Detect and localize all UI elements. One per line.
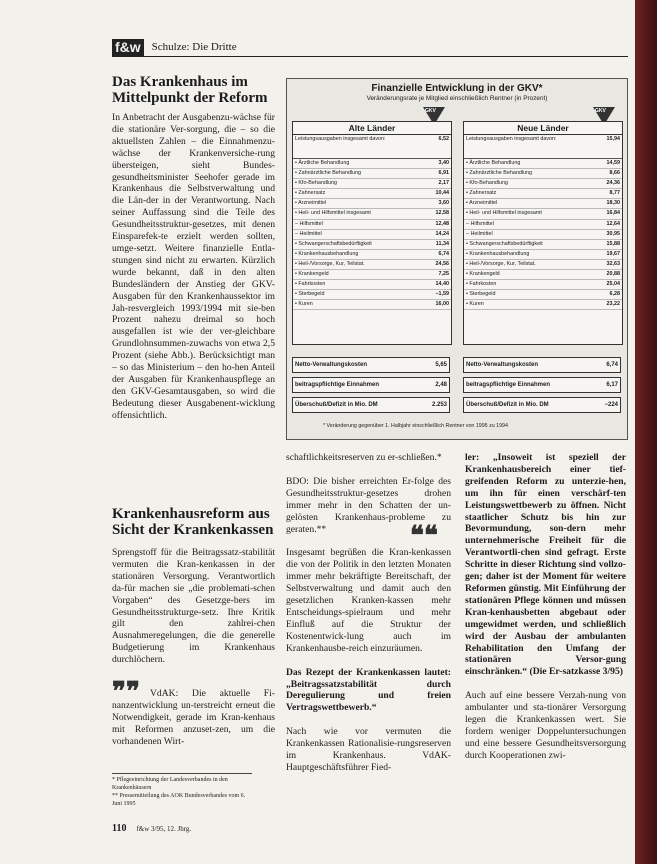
- table-row: • Arzneimittel 3,60: [293, 199, 451, 209]
- heading-2: Krankenhausreform aus Sicht der Krankenkassen: [112, 506, 274, 538]
- finance-table-chart: [286, 78, 628, 440]
- summary-row: Überschuß/Defizit in Mio. DM 2.253: [292, 397, 450, 413]
- table-row: • Schwangerschaftsbedürftigkeit 15,88: [464, 240, 622, 250]
- table-row: • Heil- und Hilfsmittel insgesamt 12,58: [293, 209, 451, 219]
- chart-subtitle: Veränderungsrate je Mitglied einschließlich Rentner (in Prozent): [366, 95, 548, 102]
- table-row: • Krankengeld 7,25: [293, 270, 451, 280]
- page-header: [112, 36, 628, 57]
- summary-row: beitragspflichtige Einnahmen 2,48: [292, 377, 450, 393]
- quote-icon-left: ❞❞: [112, 676, 140, 706]
- alte-laender-heading: Alte Länder: [293, 122, 451, 135]
- table-row: • Heil- und Hilfsmittel insgesamt 16,84: [464, 209, 622, 219]
- mid-text: schaftlichkeitsreserven zu er-schließen.* BDO: Die bisher erreichten Er-folge des Gesundheitsstruktur-gesetzes drohen immer mehr in den Schatten der un-gelösten Krankenhaus-probleme zu geraten.** Insgesamt begrüßen die Kran-kenkassen die von der Politik in den letzten Monaten immer mehr bekräftigte Bereitschaft, der Selbstverwaltung und damit auch den gesetzlichen Kranken-kassen mehr Entscheidungs-spielraum und mehr Einfluß auf die Struktur der Kostenentwick-lung auch im Krankenhausbe-reich einzuräumen. Das Rezept der Krankenkassen lautet: „Beitragssatzstabilität durch Deregulierung und freien Vertragswettbewerb.“ Nach wie vor vermuten die Krankenkassen Rationalisie-rungsreserven im Krankenhaus. VdAK-Hauptgeschäftsführer Fied-: [286, 452, 451, 773]
- gkv-arrow-icon: GKV: [593, 107, 615, 125]
- book-binding: [635, 0, 657, 864]
- table-row: • Zahnersatz 8,77: [464, 189, 622, 199]
- table-row: • Kfo-Behandlung 24,36: [464, 179, 622, 189]
- table-row: • Zahnärztliche Behandlung 6,91: [293, 169, 451, 179]
- table-row: – Heilmittel 30,95: [464, 230, 622, 240]
- table-row: • Fahrkosten 14,40: [293, 280, 451, 290]
- right-text: ler: „Insoweit ist speziell der Krankenhausbereich einer tief-greifenden Reform zu unterzie-hen, um ihn für einen verschärf-ten Leistungswettbewerb zu öffnen. Nicht staatlicher Schutz bis hin zur Bevormundung, son-dern mehr unternehmerische Freiheit für die Verantwortli-chen sind gefragt. Erste Schritte in dieser Richtung sind vollzo-gen; daher ist der Moment für weitere Reformen günstig. Mit Einführung der stationären Pflege können und müssen Kran-kenhausbetten abgebaut oder umgewidmet werden, und schließlich wird der Ausbau der ambulanten Rehabilitation den Umfang der stationären Versor-gung einschränken.“ (Die Er-satzkasse 3/95) Auch auf eine bessere Verzah-nung von ambulanter und sta-tionärer Versorgung legen die Krankenkassen wert. Sie fordern weniger Doppeluntersuchungen und eine bessere Gesundheitsversorgung durch Kooperationen zwi-: [465, 452, 626, 761]
- left-text-1: In Anbetracht der Ausgabenzu-wächse für die stationäre Ver-sorgung, die – so die aktuellsten Zahlen – die Einnahmenzu-wächse der Krankenversiche-rung übersteigen, sieht Bundes-gesundheitsminister Seehofer gerade im Krankenhaus die Selbstverwaltung und die Län-der in der Verantwortung. Nach seiner Auffassung sind die Teile des Gesundheitsstruktur-gesetzes, mit denen Einsparefek-te erzielt werden sollten, umge-setzt. Weitere finanzielle Entla-stungen sind nicht zu erwarten. Kürzlich wurde bekannt, daß in den alten Bundesländern der Anstieg der GKV-Ausgaben für den Krankenhaussektor im Jah-resvergleich 1993/1994 mit sie-ben Prozent nahezu dreimal so hoch ausgefallen ist wie der ver-gleichbare Grundlohnsummen-zuwachs von etwa 2,5 Prozent (siehe Abb.). Berücksichtigt man – so das Ministerium – den ho-hen Anteil der Ausgaben für Krankenhauspflege an den GKV-Gesamtausgaben, so wird die Bedeutung dieser Ausgabenent-wicklung offensichtlich.: [112, 112, 275, 421]
- table-row: • Arzneimittel 18,30: [464, 199, 622, 209]
- table-row: • Krankenhausbehandlung 19,67: [464, 250, 622, 260]
- issue-label: f&w 3/95, 12. Jhrg.: [136, 825, 192, 833]
- left-text-3: VdAK: Die aktuelle Fi-nanzentwicklung un-terstreicht erneut die Notwendigkeit, gerade im Kran-kenhaus mit Reformen anzuset-zen, um die vorhandenen Wirt-: [112, 688, 275, 747]
- table-row: • Kuren 23,22: [464, 300, 622, 310]
- left-text-2: Sprengstoff für die Beitragssatz-stabilität vermuten die Kran-kenkassen in der stationären Versorgung. Verantwortlich da-für machen sie „die problemati-schen Vorgaben“ des Gesetzge-bers im Gesundheitsstrukturge-setz. Ihre Kritik gilt den zahlrei-chen Ausnahmeregelungen, die die generelle Budgetierung im Krankenhaus durchlöchern.: [112, 547, 275, 666]
- neue-laender-heading: Neue Länder: [464, 122, 622, 135]
- summary-row: Netto-Verwaltungskosten 6,74: [463, 357, 621, 373]
- table-row: • Fahrkosten 25,04: [464, 280, 622, 290]
- section-title: Schulze: Die Dritte: [151, 41, 237, 53]
- table-row: • Ärztliche Behandlung 14,59: [464, 159, 622, 169]
- summary-row: Netto-Verwaltungskosten 5,65: [292, 357, 450, 373]
- footnotes: * Pflegeeinrichtung der Landesverbandes in den Krankenhäusern ** Pressemitteilung des AOK Bundesverbandes vom 6. Juni 1995: [112, 773, 252, 808]
- table-row: • Heil-/Vorsorge, Kur, Teilstat. 24,56: [293, 260, 451, 270]
- table-row: • Ärztliche Behandlung 3,40: [293, 159, 451, 169]
- table-row: – Hilfsmittel 12,48: [293, 220, 451, 230]
- table-row: • Sterbegeld −1,59: [293, 290, 451, 300]
- page-number: 110 f&w 3/95, 12. Jhrg.: [112, 823, 192, 834]
- table-row: • Schwangerschaftsbedürftigkeit 11,34: [293, 240, 451, 250]
- table-row: – Heilmittel 14,24: [293, 230, 451, 240]
- table-row: – Hilfsmittel 12,64: [464, 220, 622, 230]
- chart-footnote: * Veränderung gegenüber 1. Halbjahr einschließlich Rentner von 1995 zu 1994: [323, 423, 508, 429]
- table-row: • Kuren 16,00: [293, 300, 451, 310]
- heading-1: Das Krankenhaus im Mittelpunkt der Reform: [112, 74, 268, 106]
- chart-title: Finanzielle Entwicklung in der GKV*: [371, 83, 543, 94]
- summary-row: beitragspflichtige Einnahmen 6,17: [463, 377, 621, 393]
- gkv-arrow-icon: GKV: [423, 107, 445, 125]
- table-row: • Krankengeld 20,88: [464, 270, 622, 280]
- quote-icon-mid: ❝❝: [410, 520, 438, 550]
- table-row: • Zahnärztliche Behandlung 8,66: [464, 169, 622, 179]
- table-row: • Heil-/Vorsorge, Kur, Teilstat. 32,63: [464, 260, 622, 270]
- table-row: • Zahnersatz 10,44: [293, 189, 451, 199]
- alte-laender-box: Alte Länder Leistungsausgaben insgesamt davon: 6,52 • Ärztliche Behandlung 3,40 • Zahnärztliche Behandlung 6,91 • Kfo-Behandlung 2,17 • Zahnersatz 10,44 • Arzneimittel 3,60 • Heil- und Hilfsmittel insgesamt 12,58 – Hilfsmittel 12,48 – Heilmittel 14,24 • Schwangerschaftsbedürftigkeit 11,34 • Krankenhausbehandlung 6,74 • Heil-/Vorsorge, Kur, Teilstat. 24,56 • Krankengeld 7,25 • Fahrkosten 14,40 • Sterbegeld −1,59 • Kuren 16,00: [292, 121, 452, 345]
- table-row: • Kfo-Behandlung 2,17: [293, 179, 451, 189]
- magazine-logo: f&w: [112, 39, 144, 56]
- table-row: • Sterbegeld 6,28: [464, 290, 622, 300]
- neue-laender-box: Neue Länder Leistungsausgaben insgesamt davon: 15,94 • Ärztliche Behandlung 14,59 • Zahnärztliche Behandlung 8,66 • Kfo-Behandlung 24,36 • Zahnersatz 8,77 • Arzneimittel 18,30 • Heil- und Hilfsmittel insgesamt 16,84 – Hilfsmittel 12,64 – Heilmittel 30,95 • Schwangerschaftsbedürftigkeit 15,88 • Krankenhausbehandlung 19,67 • Heil-/Vorsorge, Kur, Teilstat. 32,63 • Krankengeld 20,88 • Fahrkosten 25,04 • Sterbegeld 6,28 • Kuren 23,22: [463, 121, 623, 345]
- summary-row: Überschuß/Defizit in Mio. DM −224: [463, 397, 621, 413]
- table-row: • Krankenhausbehandlung 6,74: [293, 250, 451, 260]
